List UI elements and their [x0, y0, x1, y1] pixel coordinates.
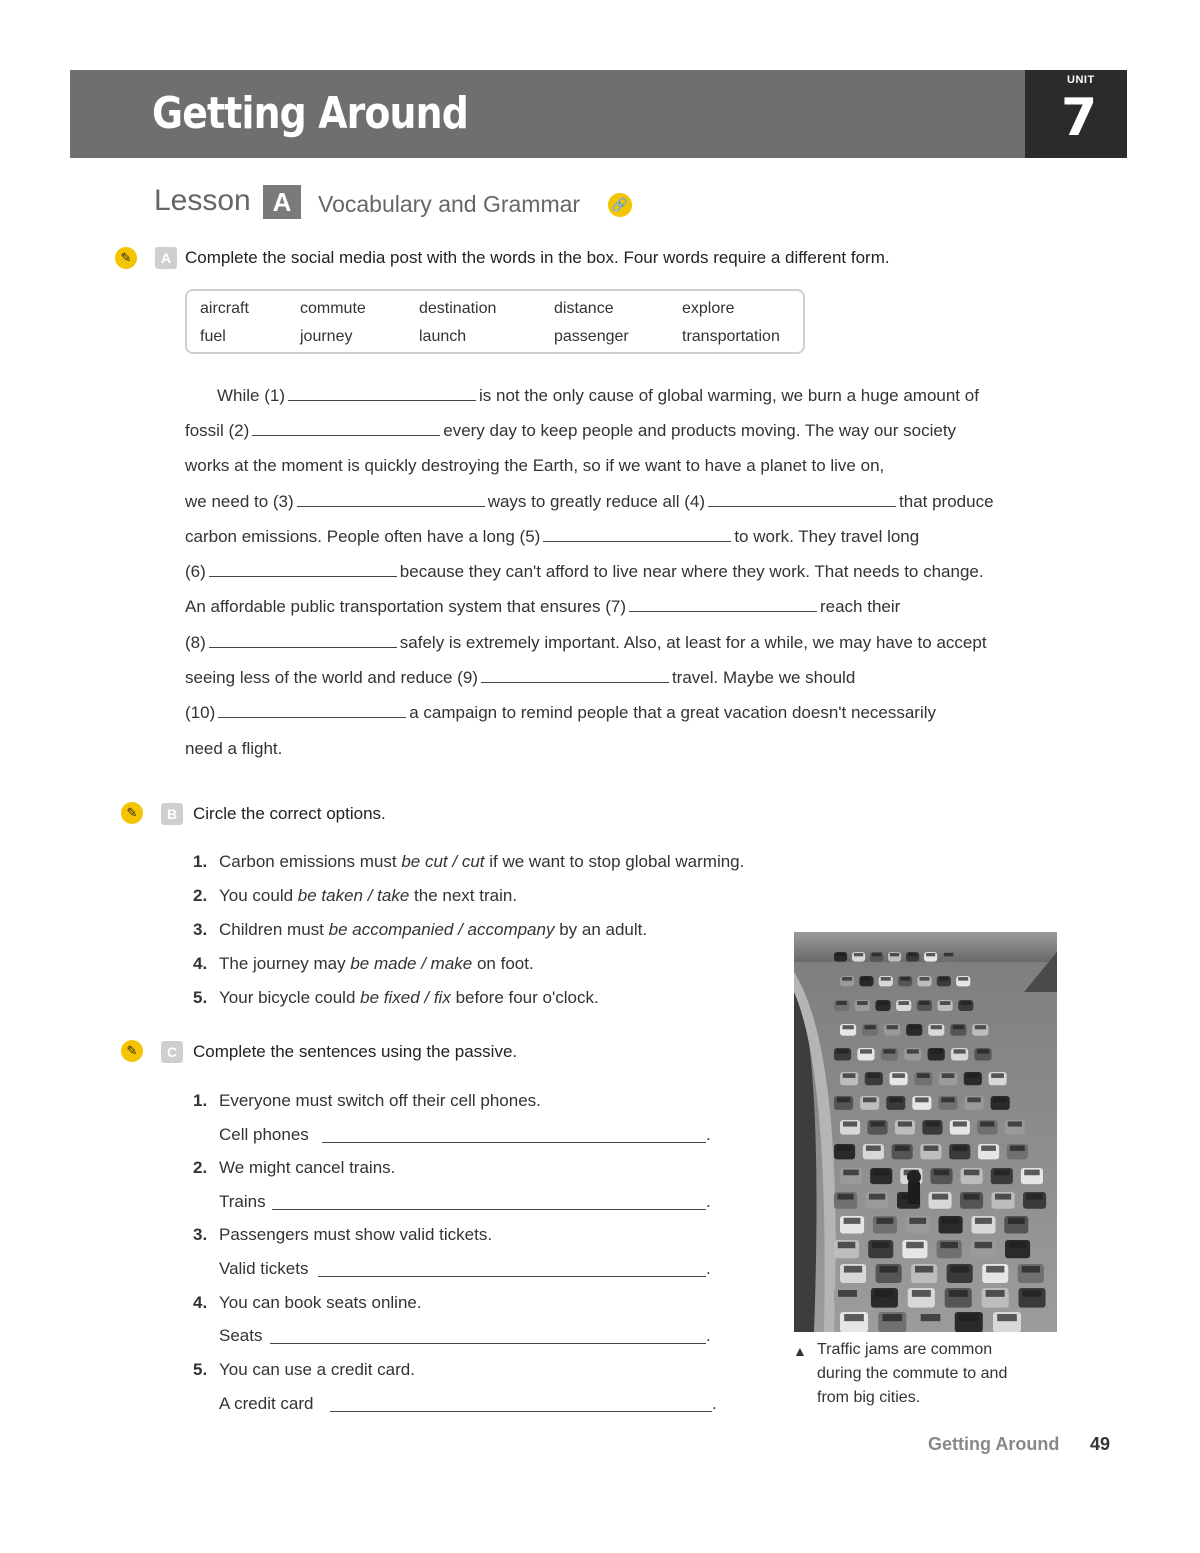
traffic-jam-photo: [794, 932, 1057, 1332]
period: .: [706, 1192, 711, 1211]
word-box-item: fuel: [200, 328, 226, 345]
car-window: [930, 1049, 942, 1053]
paragraph-text: travel. Maybe we should: [671, 668, 856, 687]
question-sentence: You can book seats online.: [219, 1293, 422, 1312]
question-number: 5.: [193, 988, 208, 1007]
car-window: [876, 1218, 893, 1224]
car-window: [975, 1242, 993, 1248]
word-box-item: aircraft: [200, 300, 249, 317]
car-window: [838, 1290, 857, 1297]
period: .: [706, 1259, 711, 1278]
answer-blank[interactable]: [297, 505, 485, 507]
answer-start: A credit card: [219, 1394, 314, 1413]
car-window: [900, 977, 910, 981]
car-window: [887, 1025, 898, 1029]
car-window: [863, 1097, 876, 1102]
car-window: [1023, 1290, 1042, 1297]
car-window: [898, 1121, 912, 1126]
paragraph-line: [185, 597, 900, 617]
car-window: [909, 1218, 926, 1224]
paragraph-text: An affordable public transportation system that ensures (7): [185, 597, 626, 616]
unit-label: UNIT: [1067, 74, 1095, 86]
paragraph-text: While (1): [217, 386, 286, 405]
paragraph-line: [185, 668, 855, 688]
car-window: [870, 1121, 884, 1126]
car-window: [921, 1314, 941, 1321]
word-box-item: passenger: [554, 328, 629, 345]
car-window: [953, 1025, 964, 1029]
word-box-item: transportation: [682, 328, 780, 345]
car-window: [960, 1001, 971, 1005]
car-window: [939, 977, 949, 981]
question-number: 1.: [193, 852, 208, 871]
car-window: [963, 1194, 979, 1200]
question-sentence: You can use a credit card.: [219, 1360, 415, 1379]
car-window: [837, 1146, 852, 1151]
car-window: [944, 953, 953, 956]
car-window: [854, 953, 863, 956]
car-window: [873, 1170, 888, 1176]
car-window: [917, 1073, 930, 1078]
car-window: [875, 1290, 894, 1297]
car-window: [931, 1025, 942, 1029]
car-window: [977, 1049, 989, 1053]
car-window: [844, 1314, 864, 1321]
paragraph-text: is not the only cause of global warming, we burn a huge amount of: [479, 386, 979, 405]
answer-start: Trains: [219, 1192, 266, 1211]
car-window: [954, 1049, 966, 1053]
answer-line[interactable]: [270, 1342, 706, 1344]
answer-blank[interactable]: [481, 681, 669, 683]
question-number: 2.: [193, 886, 208, 905]
question-sentence: We might cancel trains.: [219, 1158, 396, 1177]
word-box-item: journey: [300, 328, 353, 345]
car-window: [925, 1121, 939, 1126]
paragraph-text: a campaign to remind people that a great vacation doesn't necessarily: [409, 703, 937, 722]
answer-start: Valid tickets: [219, 1259, 309, 1278]
car-window: [890, 953, 899, 956]
car-window: [889, 1097, 902, 1102]
car-window: [995, 1194, 1011, 1200]
paragraph-line: [185, 562, 984, 582]
paragraph-line: [217, 386, 979, 406]
car-window: [843, 1121, 857, 1126]
car-window: [866, 1146, 881, 1151]
lesson-subtitle: Vocabulary and Grammar: [318, 191, 581, 217]
period: .: [712, 1394, 717, 1413]
paragraph-text: (6): [185, 562, 206, 581]
paragraph-line: [185, 703, 936, 723]
word-box-item: destination: [419, 300, 497, 317]
answer-blank[interactable]: [209, 575, 397, 577]
car-window: [869, 1194, 885, 1200]
car-window: [1022, 1266, 1040, 1273]
section-a-instruction: Complete the social media post with the words in the box. Four words require a different form.: [185, 248, 890, 267]
car-window: [872, 953, 881, 956]
word-box-item: distance: [554, 300, 614, 317]
section-c-instruction: Complete the sentences using the passive.: [193, 1042, 518, 1061]
car-window: [919, 1001, 930, 1005]
lesson-word: Lesson: [154, 184, 251, 217]
paragraph-text: (10): [185, 703, 216, 722]
question-sentence: Passengers must show valid tickets.: [219, 1225, 493, 1244]
car-window: [975, 1218, 992, 1224]
car-window: [837, 1097, 850, 1102]
car-window: [1009, 1242, 1027, 1248]
paragraph-text: because they can't afford to live near where they work. That needs to change.: [399, 562, 984, 581]
page-number: 49: [1090, 1434, 1111, 1454]
paragraph-line: [185, 456, 884, 476]
section-b-instruction: Circle the correct options.: [193, 804, 386, 823]
car-window: [952, 1146, 967, 1151]
car-window: [932, 1194, 948, 1200]
car-window: [883, 1049, 895, 1053]
car-window: [1008, 1121, 1022, 1126]
unit-badge: [1025, 70, 1127, 158]
car-window: [836, 1001, 847, 1005]
car-window: [864, 1025, 875, 1029]
car-window: [1010, 1146, 1025, 1151]
car-window: [958, 977, 968, 981]
paragraph-text: (8): [185, 633, 206, 652]
option-choices[interactable]: be made / make: [350, 954, 473, 973]
car-window: [926, 953, 935, 956]
car-window: [964, 1170, 979, 1176]
question-text: Your bicycle could be fixed / fix before four o'clock.: [219, 988, 599, 1007]
car-window: [997, 1314, 1017, 1321]
answer-line[interactable]: [318, 1275, 706, 1277]
paragraph-text: carbon emissions. People often have a long (5): [185, 527, 541, 546]
car-window: [949, 1290, 968, 1297]
car-window: [986, 1266, 1004, 1273]
car-window: [882, 1314, 902, 1321]
paragraph-text: works at the moment is quickly destroying the Earth, so if we want to have a planet to live on,: [185, 456, 885, 475]
car-window: [920, 977, 930, 981]
car-window: [843, 1170, 858, 1176]
question-number: 3.: [193, 1225, 208, 1244]
car-window: [892, 1073, 905, 1078]
car-window: [908, 953, 917, 956]
question-number: 4.: [193, 954, 208, 973]
unit-title: Getting Around: [152, 88, 468, 139]
car-window: [879, 1266, 897, 1273]
car-window: [993, 1097, 1006, 1102]
edit-icon: ✎: [115, 247, 137, 269]
car-window: [844, 1266, 862, 1273]
car-window: [1008, 1218, 1025, 1224]
car-window: [981, 1146, 996, 1151]
car-window: [953, 1121, 967, 1126]
option-choices[interactable]: be taken / take: [297, 886, 410, 905]
car-window: [857, 1001, 868, 1005]
section-b-letter: B: [161, 803, 183, 825]
word-box-item: commute: [300, 300, 366, 317]
car-window: [878, 1001, 889, 1005]
car-window: [836, 953, 845, 956]
answer-blank[interactable]: [708, 505, 896, 507]
car-window: [867, 1073, 880, 1078]
answer-blank[interactable]: [629, 610, 817, 612]
car-window: [843, 1073, 856, 1078]
question-text: The journey may be made / make on foot.: [219, 954, 534, 973]
option-choices[interactable]: be accompanied / accompany: [328, 920, 555, 939]
car-window: [842, 1025, 853, 1029]
paragraph-text: ways to greatly reduce all (4): [487, 492, 706, 511]
answer-blank[interactable]: [218, 716, 406, 718]
car-window: [895, 1146, 910, 1151]
car-window: [837, 1194, 853, 1200]
car-window: [915, 1266, 933, 1273]
car-window: [940, 1242, 958, 1248]
photo-caption-line: from big cities.: [817, 1389, 921, 1406]
car-window: [986, 1290, 1005, 1297]
word-box-item: explore: [682, 300, 735, 317]
car-window: [940, 1001, 951, 1005]
edit-icon: ✎: [121, 802, 143, 824]
answer-blank[interactable]: [288, 399, 476, 401]
car-window: [941, 1097, 954, 1102]
car-window: [942, 1073, 955, 1078]
answer-line[interactable]: [330, 1410, 712, 1412]
unit-number: 7: [1061, 88, 1098, 148]
paragraph-text: to work. They travel long: [734, 527, 920, 546]
question-text: You could be taken / take the next train.: [219, 886, 518, 905]
paragraph-line: [185, 739, 282, 759]
option-choices[interactable]: be fixed / fix: [360, 988, 451, 1007]
car-window: [924, 1146, 939, 1151]
question-number: 2.: [193, 1158, 208, 1177]
car-window: [915, 1097, 928, 1102]
section-c-letter: C: [161, 1041, 183, 1063]
car-window: [909, 1025, 920, 1029]
car-window: [838, 1242, 856, 1248]
car-window: [991, 1073, 1004, 1078]
question-text: Children must be accompanied / accompany by an adult.: [219, 920, 648, 939]
paragraph-text: every day to keep people and products moving. The way our society: [443, 421, 957, 440]
car-window: [951, 1266, 969, 1273]
car-window: [872, 1242, 890, 1248]
question-number: 1.: [193, 1091, 208, 1110]
answer-blank[interactable]: [543, 540, 731, 542]
car-window: [907, 1049, 919, 1053]
link-icon[interactable]: 🔗: [608, 193, 632, 217]
question-number: 4.: [193, 1293, 208, 1312]
period: .: [706, 1125, 711, 1144]
car-window: [959, 1314, 979, 1321]
paragraph-text: need a flight.: [185, 739, 283, 758]
footer-title: Getting Around: [928, 1434, 1060, 1454]
car-window: [1026, 1194, 1042, 1200]
paragraph-text: seeing less of the world and reduce (9): [185, 668, 478, 687]
paragraph-text: reach their: [819, 597, 901, 616]
car-window: [967, 1097, 980, 1102]
answer-line[interactable]: [272, 1208, 706, 1210]
edit-icon: ✎: [121, 1040, 143, 1062]
answer-start: Cell phones: [219, 1125, 309, 1144]
car-window: [906, 1242, 924, 1248]
option-choices[interactable]: be cut / cut: [401, 852, 485, 871]
question-number: 3.: [193, 920, 208, 939]
triangle-up-icon: ▲: [793, 1343, 807, 1359]
lesson-letter: A: [263, 185, 301, 219]
car-window: [1024, 1170, 1039, 1176]
paragraph-text: fossil (2): [185, 421, 250, 440]
question-sentence: Everyone must switch off their cell phones.: [219, 1091, 541, 1110]
period: .: [706, 1326, 711, 1345]
answer-blank[interactable]: [209, 646, 397, 648]
question-number: 5.: [193, 1360, 208, 1379]
car-window: [861, 977, 871, 981]
paragraph-line: [185, 421, 956, 441]
car-window: [942, 1218, 959, 1224]
word-box-item: launch: [419, 328, 467, 345]
answer-blank[interactable]: [252, 434, 440, 436]
photo-caption-line: during the commute to and: [817, 1365, 1008, 1382]
car-window: [934, 1170, 949, 1176]
paragraph-line: [185, 492, 994, 512]
paragraph-text: that produce: [899, 492, 994, 511]
answer-start: Seats: [219, 1326, 263, 1345]
car-window: [975, 1025, 986, 1029]
paragraph-text: safely is extremely important. Also, at least for a while, we may have to accept: [399, 633, 987, 652]
car-window: [994, 1170, 1009, 1176]
answer-line[interactable]: [322, 1141, 706, 1143]
car-window: [837, 1049, 849, 1053]
paragraph-text: we need to (3): [185, 492, 294, 511]
paragraph-line: [185, 527, 919, 547]
car-window: [966, 1073, 979, 1078]
car-window: [860, 1049, 872, 1053]
photo-caption-line: Traffic jams are common: [817, 1341, 993, 1358]
paragraph-line: [185, 633, 987, 653]
word-box: [185, 289, 805, 354]
car-window: [881, 977, 891, 981]
car-window: [842, 977, 852, 981]
section-a-letter: A: [155, 247, 177, 269]
car-window: [980, 1121, 994, 1126]
car-window: [898, 1001, 909, 1005]
car-window: [844, 1218, 861, 1224]
car-window: [912, 1290, 931, 1297]
question-text: Carbon emissions must be cut / cut if we want to stop global warming.: [219, 852, 745, 871]
